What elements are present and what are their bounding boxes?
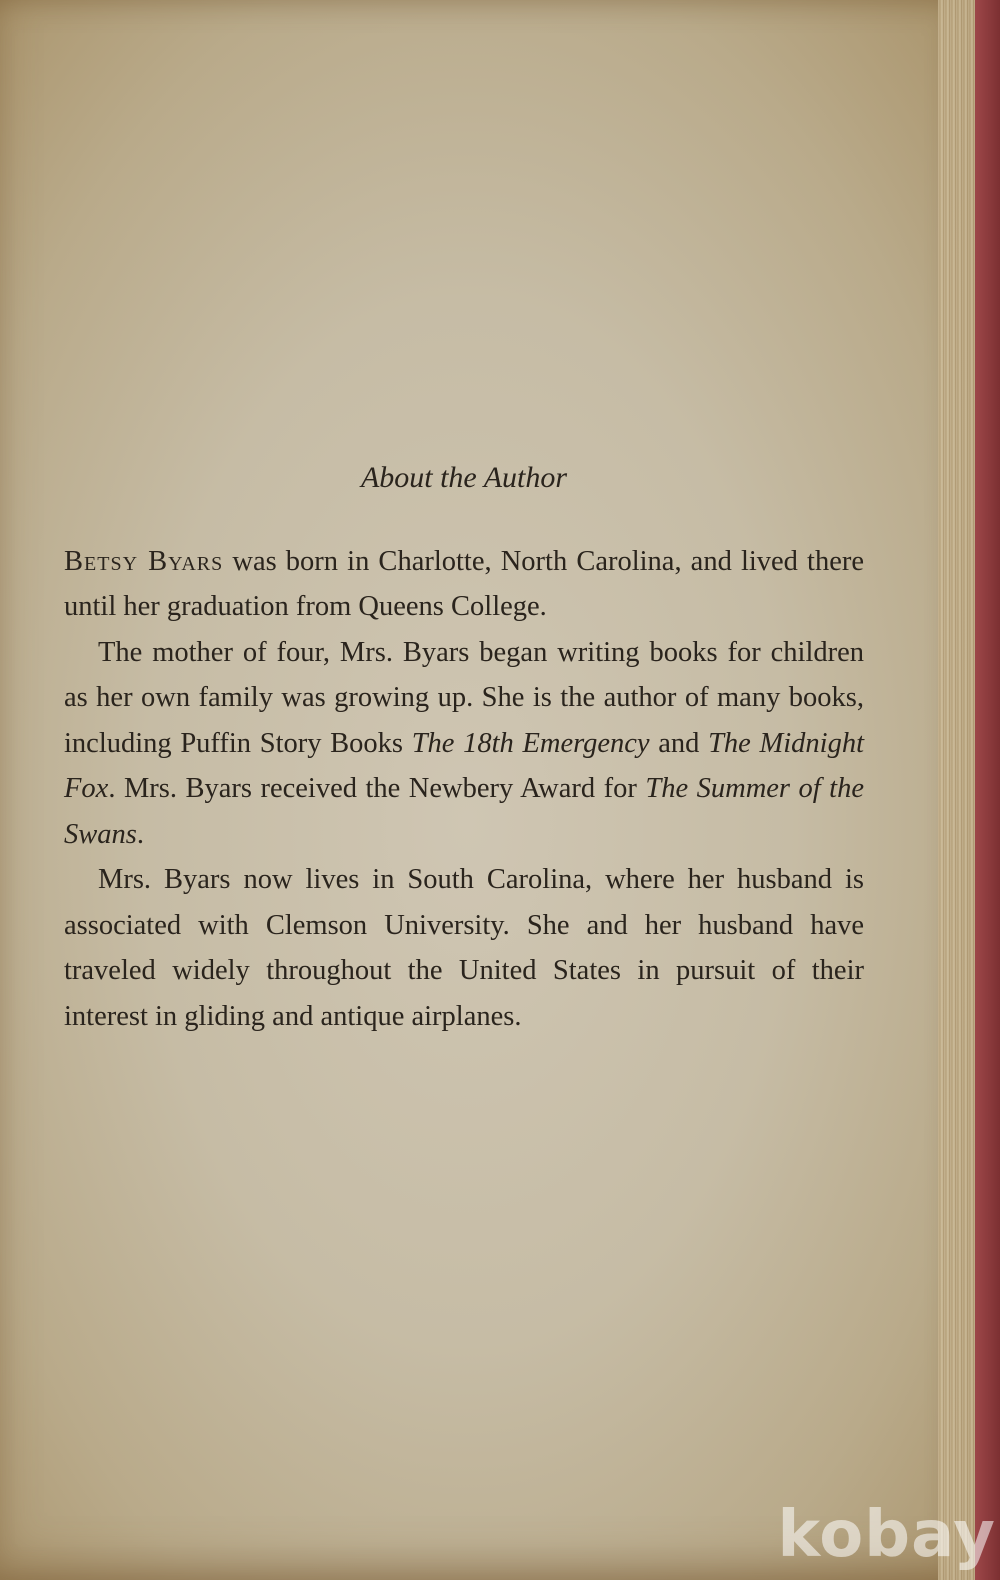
- paragraph-text: . Mrs. Byars received the Newbery Award for: [108, 773, 646, 804]
- paragraph-residence: Mrs. Byars now lives in South Carolina, where her husband is associated with Clemson University. She and her husband have traveled widely throughout the United States in pursuit of their interest in gliding and antique airplanes.: [64, 864, 864, 1032]
- book-title: The 18th Emergency: [411, 727, 650, 759]
- page-title: About the Author: [360, 461, 568, 494]
- book-title: The Summer of the Swans: [64, 773, 864, 850]
- page-content: [64, 455, 864, 1039]
- book-title: The Midnight Fox: [64, 727, 864, 804]
- paragraph-birth: [64, 539, 864, 630]
- paragraph-text: The mother of four, Mrs. Byars began writing books for children as her own family was growing up. She is the author of many books, including Puffin Story Books: [64, 636, 864, 759]
- page-edges: [938, 0, 975, 1580]
- paragraph-text: was born in Charlotte, North Carolina, and lived there until her graduation from Queens College.: [64, 545, 864, 622]
- paragraph-career: [64, 630, 864, 858]
- author-name: Betsy Byars: [64, 545, 224, 577]
- paragraph-text: and: [649, 727, 709, 759]
- watermark-logo: kobay: [777, 1498, 996, 1572]
- paragraph-text: .: [136, 818, 144, 850]
